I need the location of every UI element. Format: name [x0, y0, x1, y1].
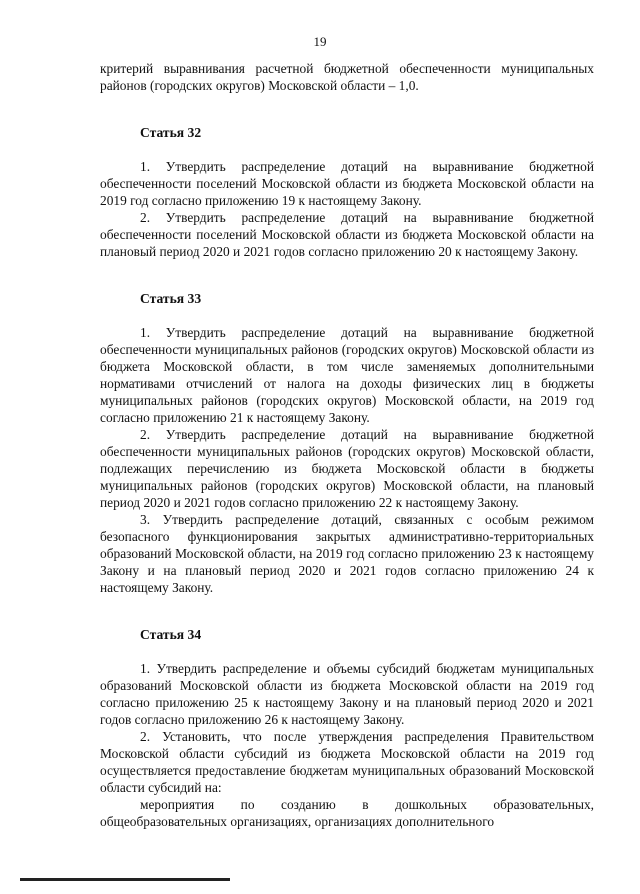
paragraph-continuation: критерий выравнивания расчетной бюджетной обеспеченности муниципальных районов (городских округов) Московской области – 1,0. [100, 61, 594, 93]
article-34-item-1: 1. Утвердить распределение и объемы субсидий бюджетам муниципальных образований Московской области из бюджета Московской области на 2019 год согласно приложению 25 к настоящему Закону и на плановый период 2020 и 2021 годов согласно приложению 26 к настоящему Закону. [100, 661, 594, 727]
page-number: 19 [313, 34, 327, 49]
article-33-item-1: 1. Утвердить распределение дотаций на выравнивание бюджетной обеспеченности муниципальных районов (городских округов) Московской области из бюджета Московской области, в том числе заменяемых дополнительными нормативами отчислений от налога на доходы физических лиц в бюджеты муниципальных районов (городских округов) Московской области, на 2019 год согласно приложению 21 к настоящему Закону. [100, 325, 594, 425]
article-34-item-2-subitem: мероприятия по созданию в дошкольных образовательных, общеобразовательных организациях, организациях дополнительного [100, 797, 594, 829]
document-body [100, 60, 594, 830]
footer-rule [20, 878, 230, 881]
article-32-heading: Статья 32 [140, 125, 202, 140]
article-32-item-2: 2. Утвердить распределение дотаций на выравнивание бюджетной обеспеченности поселений Московской области из бюджета Московской области на плановый период 2020 и 2021 годов согласно приложению 20 к настоящему Закону. [100, 210, 594, 259]
article-33-heading: Статья 33 [140, 291, 202, 306]
article-32-item-1: 1. Утвердить распределение дотаций на выравнивание бюджетной обеспеченности поселений Московской области из бюджета Московской области на 2019 год согласно приложению 19 к настоящему Закону. [100, 159, 594, 208]
article-34-item-2: 2. Установить, что после утверждения распределения Правительством Московской области субсидий из бюджета Московской области на 2019 год осуществляется предоставление бюджетам муниципальных образований Московской области субсидий на: [100, 729, 594, 795]
article-33-item-2: 2. Утвердить распределение дотаций на выравнивание бюджетной обеспеченности муниципальных районов (городских округов) Московской области, подлежащих перечислению из бюджета Московской области в бюджеты муниципальных районов (городских округов) Московской области, на плановый период 2020 и 2021 годов согласно приложению 22 к настоящему Закону. [100, 427, 594, 510]
article-33-item-3: 3. Утвердить распределение дотаций, связанных с особым режимом безопасного функционирования закрытых административно-территориальных образований Московской области, на 2019 год согласно приложению 23 к настоящему Закону и на плановый период 2020 и 2021 годов согласно приложению 24 к настоящему Закону. [100, 512, 594, 595]
article-34-heading: Статья 34 [140, 627, 202, 642]
